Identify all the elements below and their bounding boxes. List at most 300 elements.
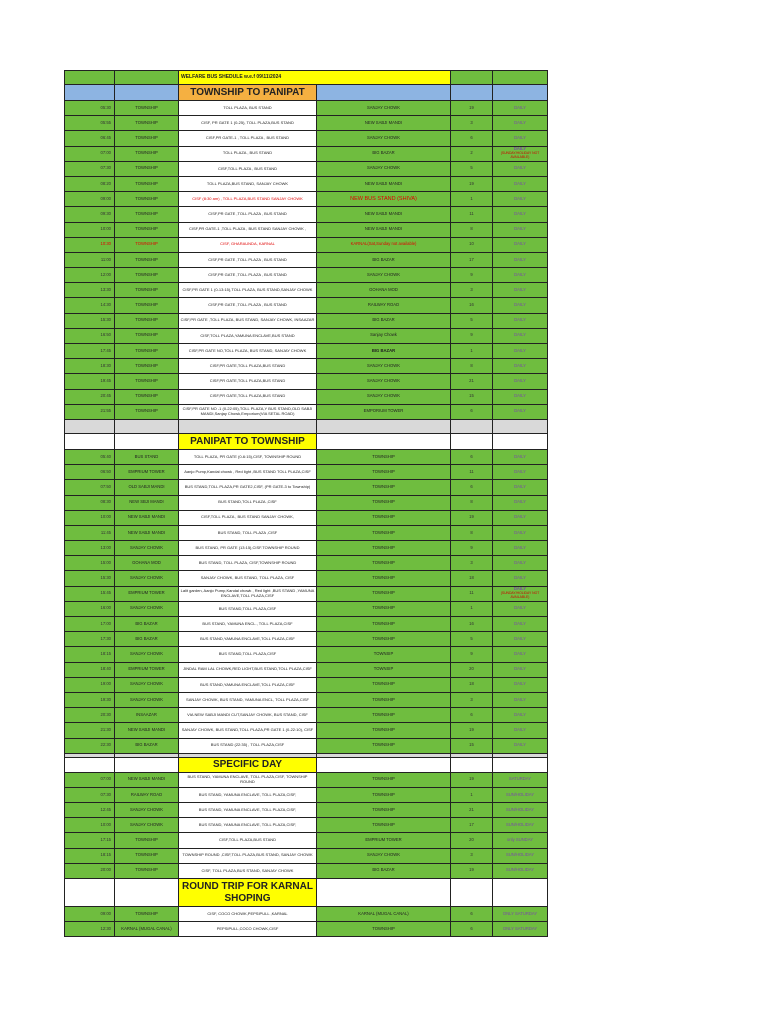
- origin: TOWNSHIP: [114, 849, 178, 864]
- departure-time: 06:45: [64, 131, 114, 146]
- origin: TOWNSHIP: [114, 405, 178, 420]
- origin: SANJAY CHOWK: [114, 693, 178, 708]
- route-stops: CISF,PR GATE 1 (0-13:15),TOLL PLAZA, BUS STAND,SANJAY CHOWK: [178, 283, 316, 298]
- blank-cell: [450, 879, 492, 907]
- service-days: [492, 268, 548, 283]
- departure-time: 09:00: [64, 907, 114, 922]
- schedule-row: [64, 647, 548, 662]
- service-days: [492, 344, 548, 359]
- service-note: (SUNDAY/HOLIDAY NOT AVAILABLE): [500, 151, 540, 160]
- service-days-label: DAILY: [514, 726, 526, 732]
- origin: SANJAY CHOWK: [114, 678, 178, 693]
- schedule-row: [64, 773, 548, 788]
- route-stops: CISF,PR GATE ,TOLL PLAZA , BUS STAND: [178, 207, 316, 222]
- destination: TOWNSHIP: [316, 708, 450, 723]
- route-stops: TOLL PLAZA , BUS STAND: [178, 147, 316, 162]
- route-stops: Lalit garden, Aanjo Pump,Kandal chowk , Red light ,BUS STAND ,YAMUNA ENCLAVE,TOLL PLAZA,CISF: [178, 587, 316, 602]
- origin: TOWNSHIP: [114, 131, 178, 146]
- bus-number: 19: [450, 864, 492, 879]
- bus-number: 1: [450, 602, 492, 617]
- destination: SANJAY CHOWK: [316, 849, 450, 864]
- departure-time: 22:30: [64, 739, 114, 754]
- schedule-row: [64, 907, 548, 922]
- bus-number: 3: [450, 849, 492, 864]
- service-days-label: DAILY: [514, 742, 526, 748]
- blank-cell: [492, 85, 548, 101]
- section-title-row: [64, 758, 548, 773]
- service-days: [492, 390, 548, 405]
- section-title: PANIPAT TO TOWNSHIP: [178, 434, 316, 450]
- route-stops: TOLL PLAZA,BUS STAND, SANJAY CHOWK: [178, 177, 316, 192]
- destination: TOWNSHIP: [316, 773, 450, 788]
- origin: TOWNSHIP: [114, 253, 178, 268]
- route-stops: BUS STAND, TOLL PLAZA, CISF,TOWNSHIP ROUND: [178, 556, 316, 571]
- route-stops: CISF,TOLL PLAZA,BUS STAND: [178, 833, 316, 848]
- gap-cell: [316, 420, 450, 434]
- schedule-row: [64, 329, 548, 344]
- service-days: [492, 773, 548, 788]
- destination: KARNAL (MUGAL CANAL): [316, 907, 450, 922]
- departure-time: 10:00: [64, 223, 114, 238]
- origin: RAILWAY ROAD: [114, 788, 178, 803]
- origin: INSAAZAR: [114, 708, 178, 723]
- service-days: [492, 678, 548, 693]
- bus-number: 5: [450, 314, 492, 329]
- blank-cell: [316, 85, 450, 101]
- origin: EMPRIUM TOWER: [114, 663, 178, 678]
- bus-number: 9: [450, 647, 492, 662]
- departure-time: 10:00: [64, 511, 114, 526]
- route-stops: BUS STAND, YAMUNA ENCLAVE, TOLL PLAZA,CISF,: [178, 803, 316, 818]
- destination: EMPORIUM TOWER: [316, 405, 450, 420]
- schedule-row: [64, 864, 548, 879]
- blank-cell: [492, 434, 548, 450]
- departure-time: 10:00: [64, 818, 114, 833]
- origin: SANJAY CHOWK: [114, 803, 178, 818]
- service-days-label: ONLY SATURDAY: [502, 925, 538, 931]
- route-stops: BUS STAND,TOLL PLAZA,CISF: [178, 602, 316, 617]
- schedule-row: [64, 359, 548, 374]
- destination: TOWNSIP: [316, 647, 450, 662]
- destination: TOWNSHIP: [316, 571, 450, 586]
- service-days: [492, 739, 548, 754]
- departure-time: 05:40: [64, 450, 114, 465]
- origin: TOWNSHIP: [114, 359, 178, 374]
- service-days: [492, 587, 548, 602]
- schedule-row: [64, 390, 548, 405]
- bus-number: 16: [450, 617, 492, 632]
- blank-cell: [64, 85, 114, 101]
- bus-number: 21: [450, 803, 492, 818]
- departure-time: 09:30: [64, 207, 114, 222]
- blank-cell: [450, 434, 492, 450]
- schedule-row: [64, 131, 548, 146]
- schedule-row: [64, 617, 548, 632]
- origin: TOWNSHIP: [114, 907, 178, 922]
- route-stops: Aanjo Pump,Kandal chowk , Red light ,BUS STAND TOLL PLAZA,CISF: [178, 465, 316, 480]
- service-days-label: DAILY: [514, 483, 526, 489]
- departure-time: 05:55: [64, 116, 114, 131]
- route-stops: BUS STAND, YAMUNA ENCLAVE, TOLL PLAZA,CISF,: [178, 788, 316, 803]
- origin: OLD SABJI MANDI: [114, 480, 178, 495]
- service-days: [492, 238, 548, 253]
- blank-cell: [492, 879, 548, 907]
- route-stops: SANJAY CHOWK, BUS STAND, YAMUNA ENCL, TOLL PLAZA,CISF: [178, 693, 316, 708]
- origin: TOWNSHIP: [114, 314, 178, 329]
- service-days: [492, 632, 548, 647]
- service-days-label: SUN/HOLIDAY: [505, 852, 535, 858]
- service-days: [492, 147, 548, 162]
- bus-number: 6: [450, 907, 492, 922]
- service-days-label: DAILY: [514, 119, 526, 125]
- origin: TOWNSHIP: [114, 147, 178, 162]
- service-days-label: SUN/HOLIDAY: [505, 806, 535, 812]
- blank-cell: [114, 434, 178, 450]
- service-days-label: DAILY: [514, 605, 526, 611]
- service-days-label: DAILY: [514, 378, 526, 384]
- service-days: [492, 359, 548, 374]
- service-days: [492, 465, 548, 480]
- origin: TOWNSHIP: [114, 298, 178, 313]
- service-days-label: DAILY: [514, 620, 526, 626]
- service-days-label: DAILY: [514, 271, 526, 277]
- origin: TOWNSHIP: [114, 864, 178, 879]
- service-days-label: DAILY: [514, 453, 526, 459]
- bus-number: 19: [450, 773, 492, 788]
- service-days: [492, 788, 548, 803]
- departure-time: 05:30: [64, 101, 114, 116]
- origin: TOWNSHIP: [114, 390, 178, 405]
- destination: TOWNSHIP: [316, 556, 450, 571]
- origin: NEW SBJI MANDI: [114, 496, 178, 511]
- service-days: [492, 833, 548, 848]
- schedule-row: [64, 253, 548, 268]
- service-days-label: ONLY SATURDAY: [502, 910, 538, 916]
- departure-time: 19:45: [64, 374, 114, 389]
- origin: SANJAY CHOWK: [114, 647, 178, 662]
- origin: TOWNSHIP: [114, 268, 178, 283]
- departure-time: 09:00: [64, 192, 114, 207]
- bus-number: 15: [450, 390, 492, 405]
- service-days-label: only SUNDAY: [507, 837, 533, 843]
- departure-time: 20:00: [64, 864, 114, 879]
- bus-number: 8: [450, 223, 492, 238]
- service-days: [492, 556, 548, 571]
- route-stops: BUS STAND, YAMUNA ENCLAVE, TOLL PLAZA,CISF,: [178, 818, 316, 833]
- destination: TOWNSHIP: [316, 496, 450, 511]
- blank-cell: [316, 879, 450, 907]
- service-days-label: DAILY: [514, 575, 526, 581]
- service-days-label: DAILY: [514, 544, 526, 550]
- destination: NEW BUS STAND (SHIVA): [316, 192, 450, 207]
- destination: SANJAY CHOWK: [316, 131, 450, 146]
- service-days: [492, 192, 548, 207]
- section-title-row: [64, 879, 548, 907]
- service-days-label: DAILY: [514, 468, 526, 474]
- origin: NEW SABJI MANDI: [114, 723, 178, 738]
- gap-cell: [450, 420, 492, 434]
- bus-number: 10: [450, 238, 492, 253]
- route-stops: SANJAY CHOWK, BUS STAND,TOLL PLAZA,PR GATE 1 (0-22:10), CISF: [178, 723, 316, 738]
- destination: BIG BAZAR: [316, 864, 450, 879]
- service-days: [492, 849, 548, 864]
- departure-time: 21:55: [64, 405, 114, 420]
- schedule-row: [64, 922, 548, 937]
- service-days-label: DAILY: [514, 681, 526, 687]
- destination: TOWNSHIP: [316, 526, 450, 541]
- departure-time: 07:50: [64, 480, 114, 495]
- bus-number: 19: [450, 511, 492, 526]
- destination: BIG BAZAR: [316, 344, 450, 359]
- route-stops: CISF,TOLL PLAZA , BUS STAND SANJAY CHOWK,: [178, 511, 316, 526]
- departure-time: 12:45: [64, 803, 114, 818]
- route-stops: SANJAY CHOWK, BUS STAND, TOLL PLAZA, CISF: [178, 571, 316, 586]
- origin: EMPRIUM TOWER: [114, 465, 178, 480]
- service-days-label: DAILY: [514, 711, 526, 717]
- service-days: [492, 298, 548, 313]
- route-stops: JINDAL RAM LAL CHOWK,RED LIGHT,BUS STAND,TOLL PLAZA,CISF: [178, 663, 316, 678]
- bus-number: 3: [450, 283, 492, 298]
- bus-number: 11: [450, 207, 492, 222]
- schedule-row: [64, 238, 548, 253]
- route-stops: CISF, TOLL PLAZA,BUS STAND, SANJAY CHOWK: [178, 864, 316, 879]
- blank-cell: [450, 758, 492, 773]
- schedule-row: [64, 541, 548, 556]
- service-days-label: SATURDAY: [508, 776, 532, 782]
- bus-number: 3: [450, 116, 492, 131]
- route-stops: BUS STAND,TOLL PLAZA ,CISF: [178, 496, 316, 511]
- destination: Sanjay Chowk: [316, 329, 450, 344]
- origin: KARNAL (MUGAL CANAL): [114, 922, 178, 937]
- bus-number: 17: [450, 818, 492, 833]
- route-stops: CISF,TOLL PLAZA , BUS STAND: [178, 162, 316, 177]
- service-days-label: DAILY: [514, 651, 526, 657]
- service-days: [492, 541, 548, 556]
- origin: NEW SABJI MANDI: [114, 773, 178, 788]
- blank-cell: [64, 434, 114, 450]
- route-stops: BUS STAND,TOLL PLAZA,CISF: [178, 647, 316, 662]
- service-days-label: DAILY: [514, 559, 526, 565]
- service-days-label: DAILY: [514, 104, 526, 110]
- destination: TOWNSHIP: [316, 632, 450, 647]
- origin: TOWNSHIP: [114, 177, 178, 192]
- destination: TOWNSHIP: [316, 480, 450, 495]
- departure-time: 15:00: [64, 556, 114, 571]
- origin: TOWNSHIP: [114, 833, 178, 848]
- origin: TOWNSHIP: [114, 207, 178, 222]
- service-days-label: DAILY: [513, 586, 527, 592]
- service-days: [492, 480, 548, 495]
- route-stops: CISF,PR GATE-1 ,TOLL PLAZA , BUS STAND SANJAY CHOWK ,: [178, 223, 316, 238]
- schedule-row: [64, 177, 548, 192]
- route-stops: CISF,PR GATE NO -1 (0-22:05),TOLL PLAZA,Y BUS STAND,OLD SABJI MANDI,Sanjay Chowk,Emporium(VIA SETAL ROAD): [178, 405, 316, 420]
- bus-number: 2: [450, 147, 492, 162]
- destination: TOWNSHIP: [316, 723, 450, 738]
- schedule-row: [64, 602, 548, 617]
- service-days-label: DAILY: [514, 408, 526, 414]
- route-stops: CISF, GHARAUNDA, KARNAL: [178, 238, 316, 253]
- destination: SANJAY CHOWK: [316, 268, 450, 283]
- bus-number: 6: [450, 450, 492, 465]
- schedule-row: [64, 283, 548, 298]
- schedule-row: [64, 849, 548, 864]
- schedule-row: [64, 556, 548, 571]
- service-days-label: DAILY: [514, 635, 526, 641]
- route-stops: CISF, COCO CHOWK,PEPSIPULL ,KARNAL: [178, 907, 316, 922]
- schedule-row: [64, 147, 548, 162]
- bus-number: 19: [450, 101, 492, 116]
- origin: TOWNSHIP: [114, 162, 178, 177]
- route-stops: TOWNSHIP ROUND ,CISF,TOLL PLAZA,BUS STAND, SANJAY CHOWK: [178, 849, 316, 864]
- service-days-label: DAILY: [514, 135, 526, 141]
- origin: SANJAY CHOWK: [114, 602, 178, 617]
- origin: BIG BAZAR: [114, 632, 178, 647]
- schedule-row: [64, 450, 548, 465]
- origin: BIG BAZAR: [114, 617, 178, 632]
- destination: TOWNSHIP: [316, 541, 450, 556]
- route-stops: CISF,PR GATE ,TOLL PLAZA , BUS STAND: [178, 268, 316, 283]
- schedule-row: [64, 207, 548, 222]
- service-days-label: DAILY: [514, 696, 526, 702]
- departure-time: 17:00: [64, 617, 114, 632]
- destination: TOWNSHIP: [316, 450, 450, 465]
- bus-number: 15: [450, 739, 492, 754]
- destination: TOWNSHIP: [316, 511, 450, 526]
- destination: SANJAY CHOWK: [316, 374, 450, 389]
- departure-time: 15:45: [64, 587, 114, 602]
- service-days-label: DAILY: [514, 256, 526, 262]
- origin: BIG BAZAR: [114, 739, 178, 754]
- bus-number: 1: [450, 344, 492, 359]
- route-stops: VIA NEW SABJI MANDI CUT,SANJAY CHOWK, BUS STAND, CISF: [178, 708, 316, 723]
- origin: TOWNSHIP: [114, 238, 178, 253]
- service-note: (SUNDAY/HOLIDAY NOT AVAILABLE): [500, 591, 540, 600]
- origin: SANJAY CHOWK: [114, 571, 178, 586]
- destination: SANJAY CHOWK: [316, 390, 450, 405]
- header-row: [64, 70, 548, 85]
- service-days-label: DAILY: [514, 332, 526, 338]
- route-stops: BUS STAND,YAMUNA ENCLAVE,TOLL PLAZA,CISF: [178, 632, 316, 647]
- service-days: [492, 314, 548, 329]
- departure-time: 21:30: [64, 723, 114, 738]
- destination: NEW SABJI MANDI: [316, 177, 450, 192]
- schedule-row: [64, 526, 548, 541]
- schedule-row: [64, 663, 548, 678]
- destination: NEW SABJI MANDI: [316, 207, 450, 222]
- service-days-label: DAILY: [514, 317, 526, 323]
- bus-number: 5: [450, 632, 492, 647]
- service-days-label: DAILY: [514, 165, 526, 171]
- bus-number: 5: [450, 162, 492, 177]
- section-title: ROUND TRIP FOR KARNAL SHOPING: [178, 879, 316, 907]
- service-days: [492, 374, 548, 389]
- schedule-row: [64, 344, 548, 359]
- schedule-row: [64, 496, 548, 511]
- departure-time: 18:15: [64, 849, 114, 864]
- service-days: [492, 571, 548, 586]
- route-stops: BUS STAND, YAMUNA ENCL., TOLL PLAZA,CISF: [178, 617, 316, 632]
- schedule-row: [64, 162, 548, 177]
- schedule-row: [64, 374, 548, 389]
- origin: TOWNSHIP: [114, 283, 178, 298]
- service-days-label: DAILY: [514, 514, 526, 520]
- schedule-row: [64, 723, 548, 738]
- departure-time: 14:30: [64, 298, 114, 313]
- service-days: [492, 708, 548, 723]
- blank-cell: [114, 85, 178, 101]
- service-days-label: DAILY: [514, 195, 526, 201]
- blank-cell: [114, 879, 178, 907]
- route-stops: CISF, PR GATE 1 (0-25), TOLL PLAZA,BUS STAND: [178, 116, 316, 131]
- schedule-title: WELFARE BUS SHEDULE w.e.f 09\11\2024: [178, 70, 450, 85]
- schedule-row: [64, 116, 548, 131]
- bus-number: 3: [450, 693, 492, 708]
- service-days: [492, 647, 548, 662]
- section-title-row: [64, 434, 548, 450]
- bus-number: 19: [450, 177, 492, 192]
- service-days: [492, 723, 548, 738]
- blank-cell: [64, 879, 114, 907]
- schedule-row: [64, 268, 548, 283]
- service-days: [492, 818, 548, 833]
- route-stops: CISF,PR GATE-1 , TOLL PLAZA , BUS STAND: [178, 131, 316, 146]
- destination: SANJAY CHOWK: [316, 101, 450, 116]
- route-stops: CISF,PR GATE NO,TOLL PLAZA, BUS STAND, SANJAY CHOWK: [178, 344, 316, 359]
- departure-time: 12:30: [64, 922, 114, 937]
- service-days: [492, 162, 548, 177]
- service-days: [492, 101, 548, 116]
- service-days-label: DAILY: [514, 241, 526, 247]
- destination: KARNAL(Sat,Sunday not available): [316, 238, 450, 253]
- departure-time: 07:00: [64, 147, 114, 162]
- departure-time: 19:30: [64, 693, 114, 708]
- destination: SANJAY CHOWK: [316, 359, 450, 374]
- destination: TOWNSHIP: [316, 922, 450, 937]
- service-days-label: DAILY: [514, 347, 526, 353]
- service-days: [492, 511, 548, 526]
- service-days: [492, 329, 548, 344]
- schedule-row: [64, 465, 548, 480]
- departure-time: 07:00: [64, 773, 114, 788]
- route-stops: CISF,PR GATE ,TOLL PLAZA, BUS STAND, SANJAY CHOWK, INSAAZAR: [178, 314, 316, 329]
- origin: NEW SABJI MANDI: [114, 511, 178, 526]
- gap-cell: [492, 420, 548, 434]
- destination: TOWNSHIP: [316, 617, 450, 632]
- bus-number: 9: [450, 541, 492, 556]
- schedule-row: [64, 833, 548, 848]
- bus-number: 20: [450, 833, 492, 848]
- bus-number: 21: [450, 374, 492, 389]
- departure-time: 08:20: [64, 177, 114, 192]
- destination: TOWNSHIP: [316, 693, 450, 708]
- service-days-label: DAILY: [513, 146, 527, 152]
- destination: BIG BAZAR: [316, 253, 450, 268]
- route-stops: BUS STAND (22:35) , TOLL PLAZA,CISF: [178, 739, 316, 754]
- departure-time: 13:30: [64, 283, 114, 298]
- service-days-label: DAILY: [514, 362, 526, 368]
- schedule-row: [64, 101, 548, 116]
- schedule-row: [64, 803, 548, 818]
- departure-time: 17:30: [64, 632, 114, 647]
- destination: NEW SABJI MANDI: [316, 116, 450, 131]
- destination: RAILWAY ROAD: [316, 298, 450, 313]
- service-days: [492, 663, 548, 678]
- departure-time: 13:00: [64, 541, 114, 556]
- service-days: [492, 283, 548, 298]
- departure-time: 07:30: [64, 162, 114, 177]
- gap-cell: [178, 420, 316, 434]
- schedule-row: [64, 739, 548, 754]
